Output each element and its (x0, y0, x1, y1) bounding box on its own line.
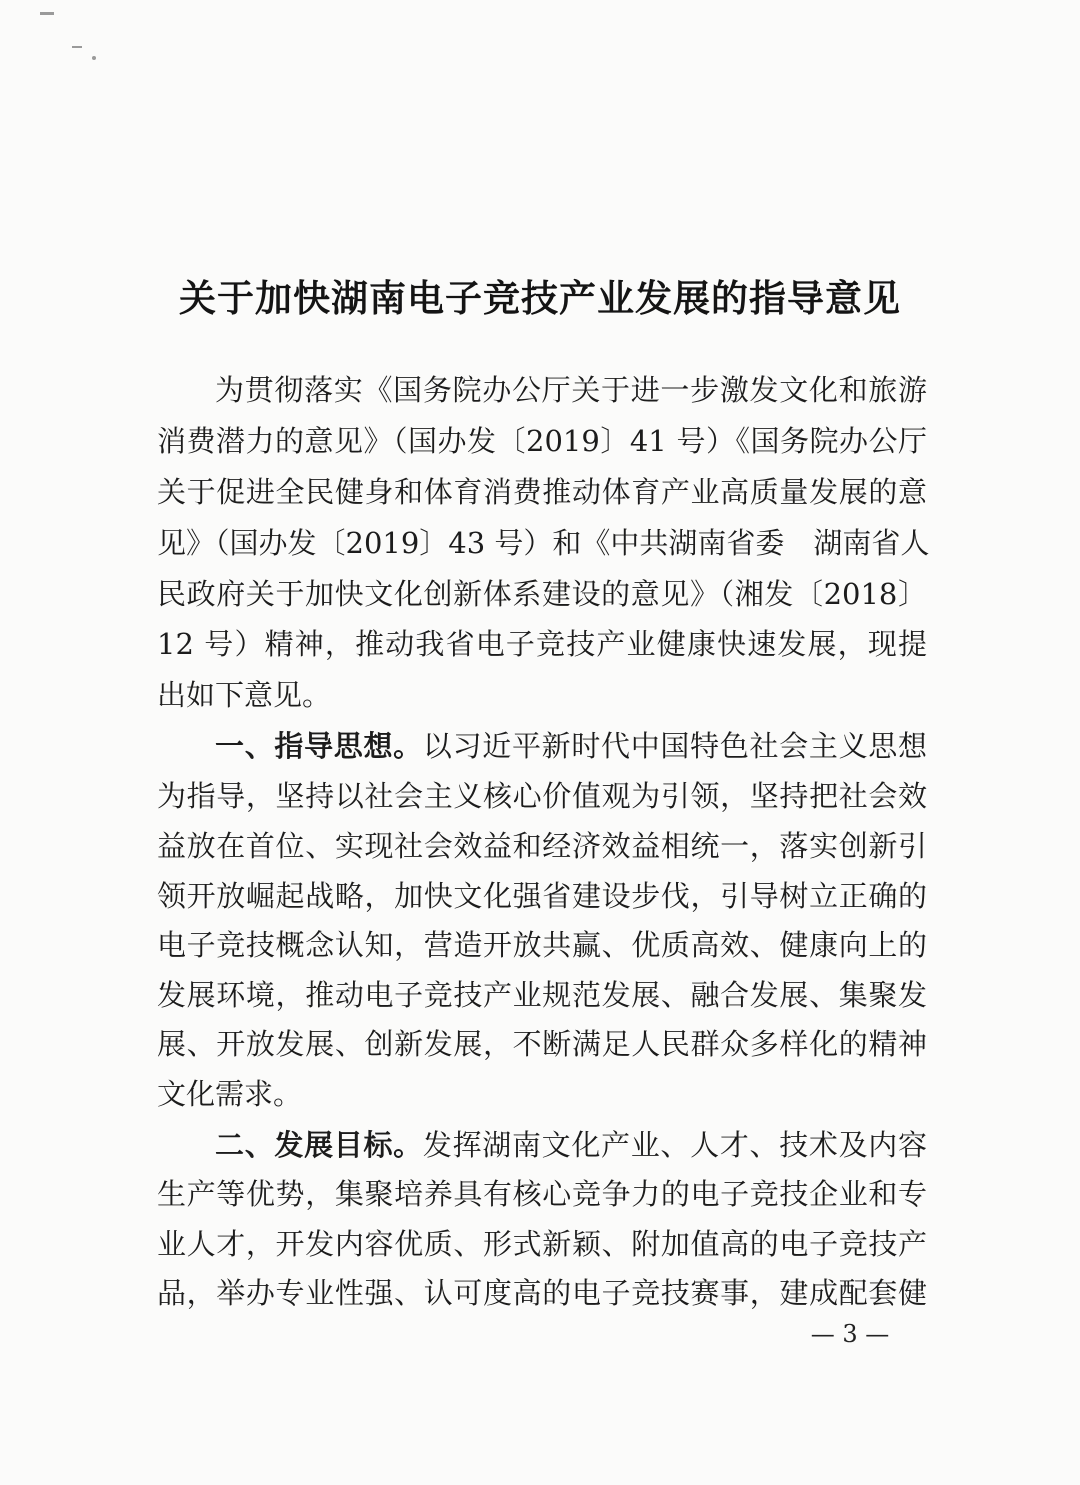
body-line: 业人才，开发内容优质、形式新颖、附加值高的电子竞技产 (157, 1227, 927, 1261)
scan-speck (40, 12, 54, 15)
body-line: 12 号）精神，推动我省电子竞技产业健康快速发展，现提 (157, 627, 927, 661)
body-line: 领开放崛起战略，加快文化强省建设步伐，引导树立正确的 (157, 879, 927, 913)
section-heading-development-goals: 二、发展目标。 (215, 1128, 423, 1162)
scan-speck (92, 56, 96, 60)
section-heading-guiding-ideology: 一、指导思想。 (215, 729, 423, 763)
body-line: 关于促进全民健身和体育消费推动体育产业高质量发展的意 (157, 475, 927, 509)
body-line: 以习近平新时代中国特色社会主义思想 (422, 729, 927, 763)
body-line: 文化需求。 (157, 1077, 303, 1111)
section-two-first-line (215, 1121, 927, 1169)
body-line: 品，举办专业性强、认可度高的电子竞技赛事，建成配套健 (157, 1276, 927, 1310)
body-line: 电子竞技概念认知，营造开放共赢、优质高效、健康向上的 (157, 928, 927, 962)
scan-speck (72, 46, 82, 48)
body-line: 发展环境，推动电子竞技产业规范发展、融合发展、集聚发 (157, 978, 927, 1012)
body-line: 益放在首位、实现社会效益和经济效益相统一，落实创新引 (157, 829, 927, 863)
body-line: 消费潜力的意见》（国办发〔2019〕41 号）《国务院办公厅 (157, 424, 927, 458)
section-one-first-line (215, 722, 927, 770)
body-line: 为贯彻落实《国务院办公厅关于进一步激发文化和旅游 (215, 373, 927, 407)
page-number: — 3 — (810, 1320, 890, 1348)
body-line: 展、开放发展、创新发展，不断满足人民群众多样化的精神 (157, 1027, 927, 1061)
body-line: 出如下意见。 (157, 678, 332, 712)
body-line: 为指导，坚持以社会主义核心价值观为引领，坚持把社会效 (157, 779, 927, 813)
document-title: 关于加快湖南电子竞技产业发展的指导意见 (179, 277, 901, 320)
body-line: 见》（国办发〔2019〕43 号）和《中共湖南省委 湖南省人 (157, 526, 930, 560)
body-line: 发挥湖南文化产业、人才、技术及内容 (422, 1128, 927, 1162)
body-line: 生产等优势，集聚培养具有核心竞争力的电子竞技企业和专 (157, 1177, 927, 1211)
body-line: 民政府关于加快文化创新体系建设的意见》（湘发〔2018〕 (157, 577, 927, 611)
